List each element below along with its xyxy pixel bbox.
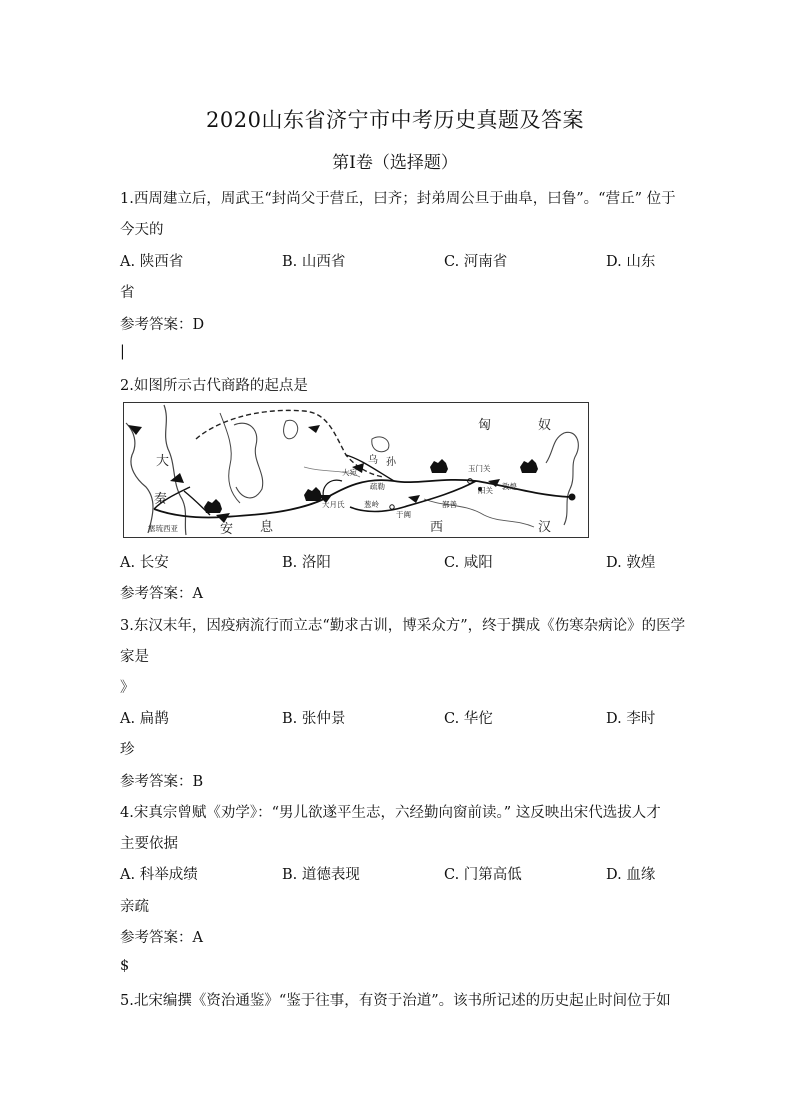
q2-option-c: C. 咸阳 (444, 555, 493, 571)
map-label-xi-anxi: 息 (260, 520, 274, 535)
q2-answer: 参考答案：A (120, 586, 203, 602)
silk-road-map-svg (124, 403, 587, 536)
q4-option-d-wrap: 亲疏 (120, 899, 149, 915)
q4-option-b: B. 道德表现 (282, 867, 360, 883)
map-label-shule: 疏勒 (370, 482, 385, 491)
section-title: 第Ⅰ卷（选择题） (332, 153, 458, 173)
q4-option-c: C. 门第高低 (444, 867, 522, 883)
q5-stem-line1: 5.北宋编撰《资治通鉴》“鉴于往事，有资于治道”。该书所记述的历史起止时间位于如 (120, 993, 671, 1009)
q2-option-d: D. 敦煌 (606, 555, 656, 571)
map-label-congling: 葱岭 (364, 500, 379, 509)
map-label-yutian: 于阗 (396, 510, 411, 519)
page-title: 2020山东省济宁市中考历史真题及答案 (206, 108, 584, 132)
map-label-dayuan: 大宛 (342, 468, 357, 477)
q3-option-d: D. 李时 (606, 711, 656, 727)
q3-answer: 参考答案：B (120, 774, 204, 790)
q3-option-a: A. 扁鹊 (120, 711, 169, 727)
q4-stem-line2: 主要依据 (120, 836, 178, 852)
q1-option-d-wrap: 省 (120, 285, 135, 301)
q3-option-d-wrap: 珍 (120, 742, 135, 758)
stray-mark-dollar: $ (120, 958, 130, 974)
q1-option-c: C. 河南省 (444, 254, 508, 270)
map-label-wusun-1: 乌 (368, 455, 378, 466)
silk-road-map (123, 402, 589, 538)
map-label-an: 安 (220, 522, 234, 536)
stray-mark: | (120, 344, 125, 360)
q2-option-a: A. 长安 (120, 555, 169, 571)
q4-stem-line1: 4.宋真宗曾赋《劝学》：“男儿欲遂平生志，六经勤向窗前读。” 这反映出宋代选拔人才 (120, 805, 661, 821)
map-label-xi-xiyu: 西 (430, 520, 444, 535)
map-label-xiongnu-1: 匈 (478, 418, 492, 433)
q1-option-b: B. 山西省 (282, 254, 346, 270)
map-label-wusun-2: 孙 (386, 457, 396, 468)
q1-answer: 参考答案：D (120, 317, 205, 333)
q3-stray-mark: 》 (120, 680, 135, 696)
q2-stem: 2.如图所示古代商路的起点是 (120, 378, 308, 394)
map-label-han: 汉 (538, 520, 552, 535)
q1-option-a: A. 陕西省 (120, 254, 184, 270)
map-label-yumenguan: 玉门关 (468, 464, 491, 473)
map-label-seleucia: 塞琉西亚 (148, 524, 178, 533)
q1-option-d: D. 山东 (606, 254, 656, 270)
map-label-da: 大 (156, 454, 170, 469)
map-label-dunhuang: 敦煌 (502, 482, 517, 491)
q4-option-d: D. 血缘 (606, 867, 656, 883)
q4-answer: 参考答案：A (120, 930, 203, 946)
q1-stem-line2: 今天的 (120, 222, 164, 238)
map-label-dayuezhi: 大月氏 (322, 500, 345, 509)
q2-option-b: B. 洛阳 (282, 555, 331, 571)
q3-option-c: C. 华佗 (444, 711, 493, 727)
map-label-yangguan: 阳关 (478, 486, 493, 495)
q1-stem-line1: 1.西周建立后，周武王“封尚父于营丘，曰齐；封弟周公旦于曲阜，曰鲁”。“营丘” 位于 (120, 191, 676, 207)
map-label-shanshan: 鄯善 (442, 500, 457, 509)
q3-option-b: B. 张仲景 (282, 711, 346, 727)
map-label-qin: 秦 (154, 492, 168, 507)
q3-stem-line1: 3.东汉末年，因疫病流行而立志“勤求古训，博采众方”，终于撰成《伤寒杂病论》的医学 (120, 618, 686, 634)
map-label-xiongnu-2: 奴 (538, 418, 552, 433)
q3-stem-line2: 家是 (120, 649, 149, 665)
q4-option-a: A. 科举成绩 (120, 867, 198, 883)
